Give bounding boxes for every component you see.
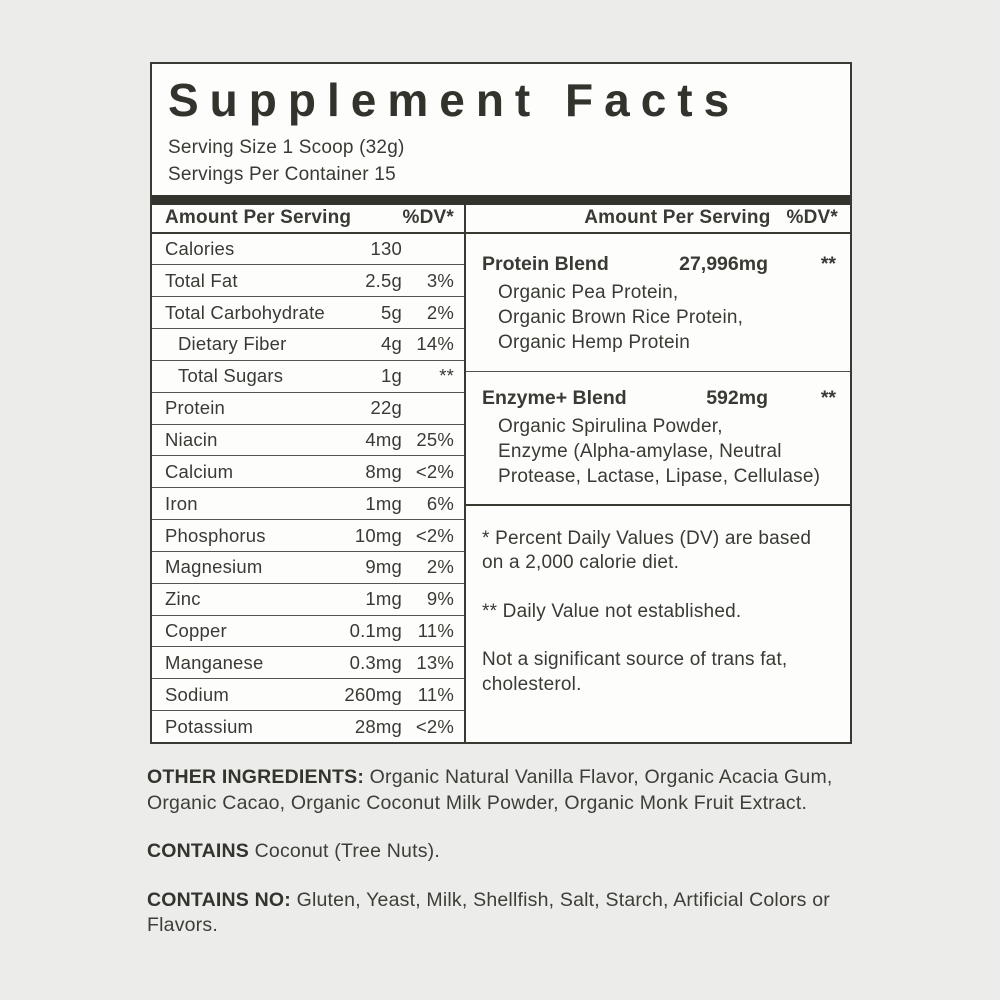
other-ingredients-paragraph [147,765,843,816]
nutrients-table [152,205,466,742]
nutrient-amount: 130 [370,237,402,259]
blend-head [466,251,850,280]
table-row [152,329,464,361]
other-ingredients-text: Organic Natural Vanilla Flavor, Organic Acacia Gum, Organic Cacao, Organic Coconut Milk Powder, Organic Monk Fruit Extract. [147,766,833,814]
nutrient-name: Total Carbohydrate [165,301,325,323]
nutrient-amount: 28mg [354,715,402,737]
contains-paragraph [147,839,843,865]
protein-blend-row [466,234,850,372]
table-row [152,488,464,520]
blend-ingredient-line: Organic Brown Rice Protein, [498,306,744,328]
table-row [152,393,464,425]
serving-size-line: Serving Size 1 Scoop (32g) [168,137,405,158]
nutrient-amount: 2.5g [365,269,402,291]
blend-head [466,385,850,414]
blend-amount: 27,996mg [679,252,768,275]
servings-per-container-line: Servings Per Container 15 [168,164,396,185]
blends-header [466,205,850,234]
nutrient-amount: 22g [370,397,402,419]
blend-dv: ** [820,252,836,275]
nutrient-amount: 5g [381,301,402,323]
nutrient-amount: 0.3mg [349,651,402,673]
nutrient-amount: 0.1mg [349,620,402,642]
nutrient-name: Manganese [165,651,264,673]
blend-ingredient-line: Protease, Lactase, Lipase, Cellulase) [498,465,821,487]
nutrient-amount: 4mg [365,428,402,450]
blend-dv: ** [820,386,836,409]
nutrient-amount: 1mg [365,588,402,610]
table-row [152,584,464,616]
table-row [152,552,464,584]
nutrient-name: Niacin [165,428,218,450]
other-ingredients-label: OTHER INGREDIENTS: [147,766,365,788]
contains-label: CONTAINS [147,840,249,862]
table-row [152,647,464,679]
footnotes [466,506,850,743]
footnote-dv-not-established: ** Daily Value not established. [482,600,742,622]
nutrients-rows [152,234,464,743]
blend-name: Enzyme+ Blend [482,386,627,409]
nutrient-name: Dietary Fiber [178,333,287,355]
nutrient-name: Total Fat [165,269,238,291]
contains-no-text: Gluten, Yeast, Milk, Shellfish, Salt, Starch, Artificial Colors or Flavors. [147,888,830,936]
contains-text: Coconut (Tree Nuts). [254,840,440,862]
nutrient-dv: 9% [426,588,454,610]
table-row [152,265,464,297]
nutrient-dv: 3% [426,269,454,291]
enzyme-blend-row [466,372,850,506]
nutrient-name: Protein [165,397,226,419]
table-row [152,234,464,266]
nutrient-amount: 8mg [365,460,402,482]
blends-section [466,205,850,742]
nutrient-name: Iron [165,492,198,514]
nutrient-dv: 2% [426,301,454,323]
table-row [152,616,464,648]
header-amount-per-serving: Amount Per Serving [165,207,352,229]
nutrient-name: Sodium [165,683,229,705]
nutrient-name: Magnesium [165,556,263,578]
panel-title: Supplement Facts [168,74,741,126]
nutrient-name: Zinc [165,588,201,610]
contains-no-label: CONTAINS NO: [147,888,291,911]
blend-ingredient-line: Organic Hemp Protein [498,331,690,353]
nutrient-name: Copper [165,620,227,642]
nutrient-dv: 13% [416,651,454,673]
nutrient-name: Potassium [165,715,254,737]
nutrient-dv: 11% [417,620,454,642]
table-row [152,520,464,552]
header-amount-per-serving: Amount Per Serving [584,207,771,229]
divider-bar [152,195,850,205]
nutrient-dv: 25% [416,428,454,450]
facts-columns [152,205,850,742]
nutrient-dv: 2% [426,556,454,578]
table-row [152,679,464,711]
table-row [152,425,464,457]
blend-name: Protein Blend [482,252,609,275]
nutrient-amount: 10mg [354,524,402,546]
supplement-facts-panel [150,62,852,744]
nutrient-name: Calories [165,237,235,259]
nutrient-name: Total Sugars [178,365,284,387]
nutrient-dv: ** [439,365,454,387]
nutrient-dv: 6% [426,492,454,514]
table-row [152,456,464,488]
nutrient-amount: 1g [381,365,402,387]
nutrient-name: Phosphorus [165,524,266,546]
nutrients-table-header [152,205,464,234]
header-dv: %DV* [402,207,454,229]
blend-ingredient-line: Enzyme (Alpha-amylase, Neutral [498,440,782,462]
nutrient-name: Calcium [165,460,234,482]
table-row [152,711,464,742]
contains-no-paragraph [147,888,843,939]
nutrient-dv: 11% [417,683,454,705]
nutrient-dv: <2% [415,460,454,482]
footnote-daily-values: * Percent Daily Values (DV) are based on a 2,000 calorie diet. [482,527,812,573]
header-dv: %DV* [786,207,838,229]
blend-amount: 592mg [706,386,768,409]
blend-ingredient-line: Organic Pea Protein, [498,281,679,303]
nutrient-dv: <2% [415,524,454,546]
table-row [152,297,464,329]
panel-header [152,64,850,187]
nutrient-amount: 1mg [365,492,402,514]
nutrient-dv: 14% [416,333,454,355]
table-row [152,361,464,393]
nutrient-amount: 260mg [344,683,402,705]
nutrient-amount: 9mg [365,556,402,578]
footnote-not-significant-source: Not a significant source of trans fat, cholesterol. [482,649,788,695]
nutrient-amount: 4g [381,333,402,355]
nutrient-dv: <2% [415,715,454,737]
ingredients-info [147,765,843,962]
blend-ingredient-line: Organic Spirulina Powder, [498,415,723,437]
